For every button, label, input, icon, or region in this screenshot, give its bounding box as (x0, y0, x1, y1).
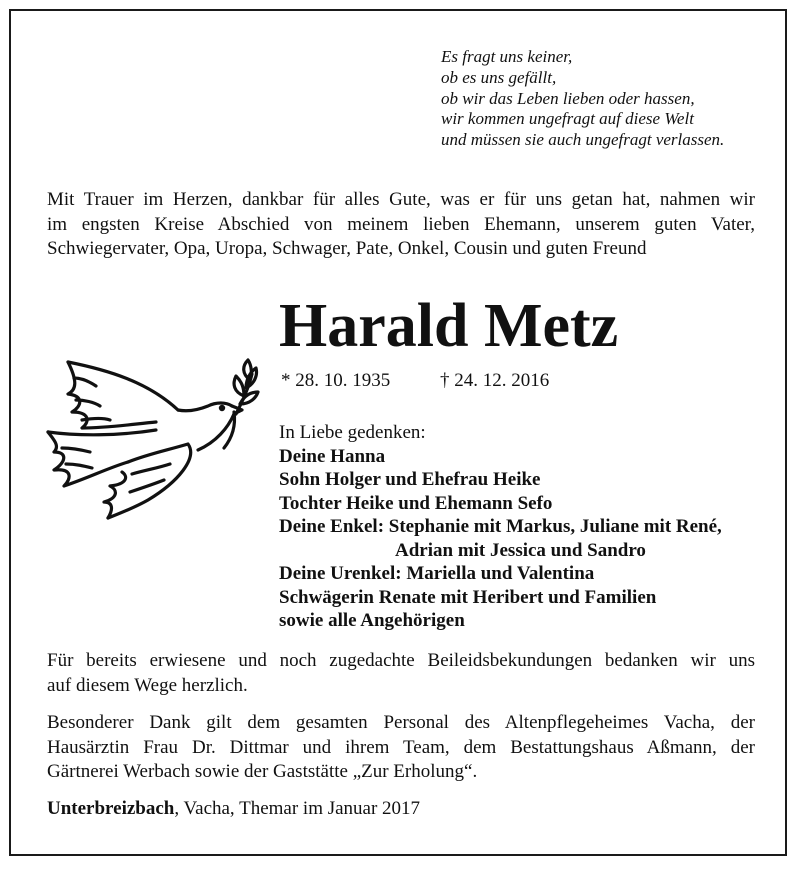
special-thanks-paragraph (47, 711, 755, 785)
intro-paragraph (47, 188, 755, 262)
intro-line: Mit Trauer im Herzen, dankbar für alles Gute, was er für uns getan hat, nahmen wir (47, 189, 755, 210)
intro-line: im engsten Kreise Abschied von meinem lieben Ehemann, unserem guten Vater, (47, 213, 755, 235)
place-rest: , Vacha, Themar im Januar 2017 (174, 798, 421, 819)
poem-line: Es fragt uns keiner, (441, 47, 573, 66)
thanks-line: Besonderer Dank gilt dem gesamten Personal des Altenpflegeheimes Vacha, der (47, 712, 755, 733)
poem (441, 47, 781, 151)
birth-date: * 28. 10. 1935 (281, 370, 391, 391)
poem-line: und müssen sie auch ungefragt verlassen. (441, 130, 725, 150)
deceased-name: Harald Metz (279, 292, 619, 360)
condolence-thanks-paragraph (47, 649, 755, 698)
mourner-line: Sohn Holger und Ehefrau Heike (279, 469, 541, 490)
mourner-line: Tochter Heike und Ehemann Sefo (279, 492, 553, 514)
death-date: † 24. 12. 2016 (440, 370, 550, 391)
poem-line: ob es uns gefällt, (441, 67, 557, 87)
intro-line: Schwiegervater, Opa, Uropa, Schwager, Pate, Onkel, Cousin und guten Freund (47, 238, 647, 259)
mourners-heading: In Liebe gedenken: (279, 422, 426, 443)
poem-line: wir kommen ungefragt auf diese Welt (441, 109, 694, 129)
mourner-line: sowie alle Angehörigen (279, 610, 465, 631)
place-and-date (47, 798, 420, 820)
mourner-line: Deine Enkel: Stephanie mit Markus, Juliane mit René, (279, 516, 722, 537)
thanks-line: Gärtnerei Werbach sowie der Gaststätte „Zur Erholung“. (47, 761, 478, 782)
dove-with-olive-branch-icon (38, 352, 264, 528)
mourner-line: Schwägerin Renate mit Heribert und Familien (279, 586, 657, 608)
mourner-line: Adrian mit Jessica und Sandro (395, 539, 646, 561)
poem-line: ob wir das Leben lieben oder hassen, (441, 88, 695, 108)
place-bold: Unterbreizbach (47, 798, 175, 819)
mourner-line: Deine Hanna (279, 445, 386, 467)
thanks-line: auf diesem Wege herzlich. (47, 674, 248, 696)
thanks-line: Für bereits erwiesene und noch zugedachte Beileidsbekundungen bedanken wir uns (47, 650, 755, 671)
mourners-list (279, 421, 722, 633)
mourner-line: Deine Urenkel: Mariella und Valentina (279, 563, 595, 584)
thanks-line: Hausärztin Frau Dr. Dittmar und ihrem Team, dem Bestattungshaus Aßmann, der (47, 736, 755, 758)
